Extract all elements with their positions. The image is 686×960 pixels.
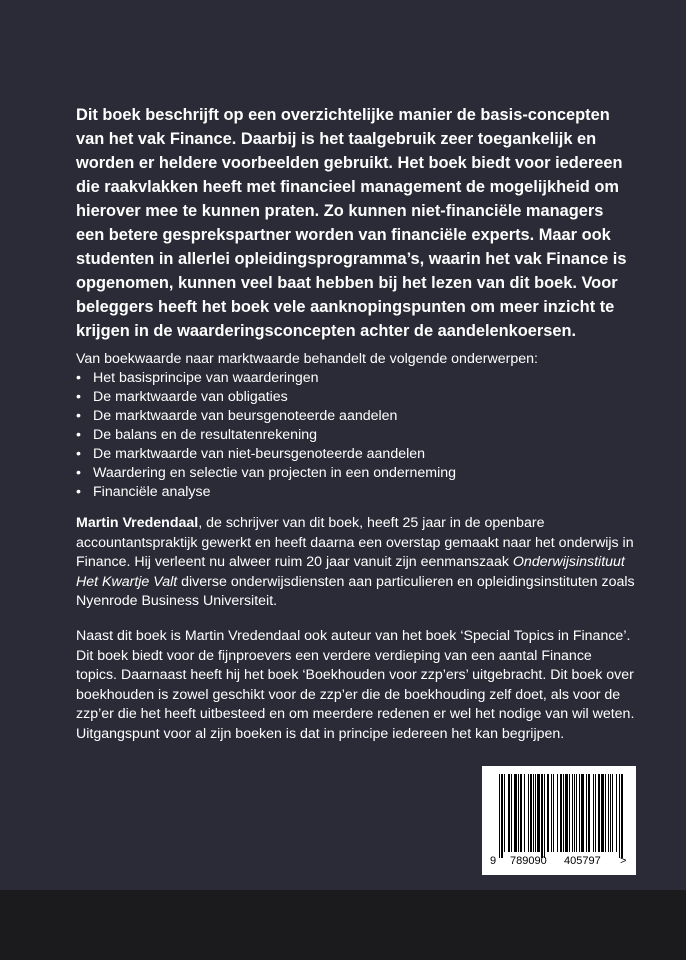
topic-label: De marktwaarde van beursgenoteerde aandelen: [93, 408, 398, 424]
barcode-bar: [572, 774, 573, 852]
topic-label: Financiële analyse: [93, 484, 211, 500]
barcode-bar: [544, 774, 545, 858]
bullet-icon: •: [76, 389, 81, 405]
barcode-bar: [518, 774, 519, 852]
topic-label: De marktwaarde van niet-beursgenoteerde aandelen: [93, 446, 426, 462]
barcode-bar: [598, 774, 600, 852]
barcode-bar: [533, 774, 534, 852]
barcode-bar: [528, 774, 529, 852]
barcode-bar: [621, 774, 623, 858]
barcode-bar: [504, 774, 505, 852]
bullet-icon: •: [76, 484, 81, 500]
barcode-bar: [619, 774, 620, 858]
bullet-icon: •: [76, 408, 81, 424]
topic-label: Waardering en selectie van projecten in een onderneming: [93, 465, 457, 481]
barcode-bar: [547, 774, 549, 852]
topic-label: Het basisprincipe van waarderingen: [93, 370, 319, 386]
barcode-bar: [569, 774, 570, 852]
barcode-group-1: 789090: [510, 855, 547, 867]
author-bio-text-end: diverse onderwijsdiensten aan particulieren en opleidingsinstituten zoals Nyenrode Business Universiteit.: [76, 573, 635, 609]
barcode-bar: [499, 774, 500, 858]
barcode-bar: [576, 774, 577, 852]
barcode-bar: [524, 774, 525, 852]
topics-section: [76, 350, 636, 502]
barcode-bar: [574, 774, 575, 852]
barcode-bar: [551, 774, 552, 852]
list-item: [76, 388, 636, 407]
intro-paragraph: Dit boek beschrijft op een overzichtelijke manier de basis-concepten van het vak Finance. Daarbij is het taalgebruik zeer toegankelijk en worden er heldere voorbeelden gebruikt. Het boek biedt voor iedereen die raakvlakken heeft met financieel management de mogelijkheid om hierover mee te kunnen praten. Zo kunnen niet-financiële managers een betere gesprekspartner worden van financiële experts. Maar ook studenten in allerlei opleidingsprogramma’s, waarin het vak Finance is opgenomen, kunnen veel baat hebben bij het lezen van dit boek. Voor beleggers heeft het boek vele aanknopingspunten om meer inzicht te krijgen in de waarderingsconcepten achter de aandelenkoersen.: [76, 106, 627, 340]
barcode-bar: [610, 774, 611, 852]
barcode-bar: [553, 774, 554, 852]
author-bio-text: , de schrijver van dit boek, heeft 25 jaar in de openbare accountantspraktijk gewerkt en heeft daarna een overstap gemaakt naar het onderwijs in Finance. Hij verleent nu alweer ruim 20 jaar vanuit zijn eenmanszaak: [76, 515, 634, 570]
barcode-bar: [563, 774, 564, 852]
author-bio: [76, 514, 636, 612]
barcode-bar: [541, 774, 543, 858]
list-item: [76, 483, 636, 502]
barcode-bar: [535, 774, 536, 852]
isbn-barcode: [482, 766, 636, 875]
barcode-end-mark: >: [620, 855, 627, 867]
barcode-bar: [593, 774, 594, 852]
barcode-bar: [588, 774, 590, 852]
barcode-bar: [608, 774, 609, 852]
company-name: Onderwijsinstituut Het Kwartje Valt: [76, 554, 625, 590]
barcode-bar: [605, 774, 606, 852]
barcode-bar: [557, 774, 558, 852]
barcode-bar: [581, 774, 584, 852]
barcode-bar: [514, 774, 517, 852]
barcode-bar: [511, 774, 512, 852]
list-item: [76, 464, 636, 483]
list-item: [76, 426, 636, 445]
barcode-group-2: 405797: [564, 855, 601, 867]
topics-lead: Van boekwaarde naar marktwaarde behandelt de volgende onderwerpen:: [76, 351, 538, 367]
barcode-bar: [595, 774, 596, 852]
barcode-bar: [601, 774, 604, 852]
list-item: [76, 369, 636, 388]
other-books-paragraph: Naast dit boek is Martin Vredendaal ook auteur van het boek ‘Special Topics in Finance’. Dit boek biedt voor de fijnproevers een verdere verdieping van een aantal Finance topics. Daarnaast heeft hij het boek ‘Boekhouden voor zzp’ers’ uitgebracht. Dit boek over boekhouden is zowel geschikt voor de zzp’er die de boekhouding zelf doet, als voor de zzp’er die het heeft uitbesteed en om meerdere redenen er wel het nodige van wil weten. Uitgangspunt voor al zijn boeken is dat in principe iedereen het kan begrijpen.: [76, 628, 635, 742]
author-name: Martin Vredendaal: [76, 515, 199, 531]
bullet-icon: •: [76, 465, 81, 481]
barcode-bar: [520, 774, 522, 852]
topic-label: De marktwaarde van obligaties: [93, 389, 288, 405]
bullet-icon: •: [76, 427, 81, 443]
topics-list: [76, 369, 636, 502]
barcode-bar: [616, 774, 617, 852]
barcode-bar: [537, 774, 540, 852]
barcode-bar: [501, 774, 503, 858]
bullet-icon: •: [76, 370, 81, 386]
barcode-bar: [612, 774, 613, 852]
barcode-first-digit: 9: [490, 855, 497, 867]
barcode-bar: [565, 774, 568, 852]
barcode-bars: [482, 766, 636, 875]
bullet-icon: •: [76, 446, 81, 462]
topic-label: De balans en de resultatenrekening: [93, 427, 318, 443]
barcode-bar: [560, 774, 562, 852]
barcode-bar: [579, 774, 580, 852]
list-item: [76, 407, 636, 426]
barcode-bar: [530, 774, 532, 852]
bottom-band: [0, 890, 686, 960]
barcode-bar: [586, 774, 587, 852]
barcode-bar: [508, 774, 510, 852]
list-item: [76, 445, 636, 464]
